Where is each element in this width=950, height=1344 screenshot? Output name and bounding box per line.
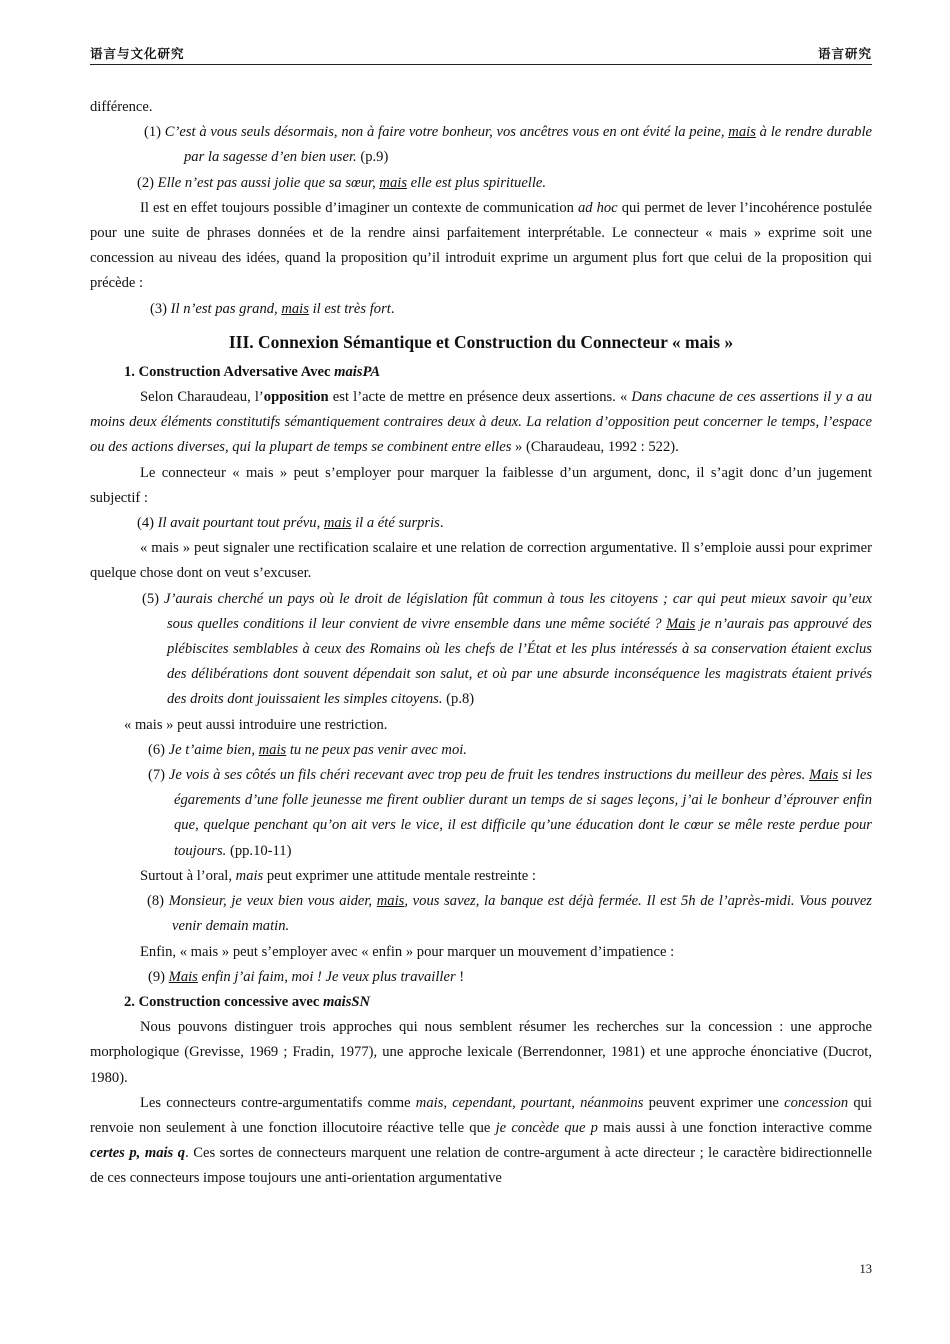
example-4: (4) Il avait pourtant tout prévu, mais il a été surpris. bbox=[137, 515, 444, 532]
mais-marker: Mais bbox=[666, 615, 696, 632]
mais-marker: Mais bbox=[809, 767, 839, 784]
example-8: (8) Monsieur, je veux bien vous aider, mais, vous savez, la banque est déjà fermée. Il est 5h de l’après-midi. Vous pouvez venir demain matin. bbox=[147, 893, 872, 935]
running-header-left: 语言与文化研究 bbox=[90, 46, 185, 61]
mais-marker: mais bbox=[379, 174, 407, 191]
paragraph-continued: différence. bbox=[90, 99, 153, 115]
mais-marker: mais bbox=[323, 515, 352, 532]
example-5: (5) J’aurais cherché un pays où le droit de législation fût commun à tous les citoyens ; car qui peut mieux savoir qu’eux sous quelles conditions il leur convient de vivre ensemble dans une même société ? Mais je n’aurais pas approuvé des plébiscites semblables à ceux des Romains où les chefs de l’État et les plus intéressés à sa conservation étaient exclus des délibérations dont souvent dépendait son salut, et où par une absurde inconséquence les magistrats étaient privés des droits dont jouissaient les simples citoyens. (p.8) bbox=[142, 590, 872, 708]
subsection-heading-1: 1. Construction Adversative Avec maisPA bbox=[124, 363, 381, 380]
example-3: (3) Il n’est pas grand, mais il est très fort. bbox=[150, 300, 395, 317]
article-body bbox=[90, 95, 872, 1192]
paragraph-connecteurs: Les connecteurs contre-argumentatifs comme mais, cependant, pourtant, néanmoins peuvent exprimer une concession qui renvoie non seulement à une fonction illocutoire réactive telle que je concède que p mais aussi à une fonction interactive comme certes p, mais q. Ces sortes de connecteurs marquent une relation de contre-argument à acte directeur ; le caractère bidirectionnelle de ces connecteurs impose toujours une anti-orientation argumentative bbox=[90, 1094, 872, 1187]
mais-marker: mais bbox=[376, 893, 405, 910]
example-1: (1) C’est à vous seuls désormais, non à faire votre bonheur, vos ancêtres vous en ont évité la peine, mais à le rendre durable par la sagesse d’en bien user. (p.9) bbox=[144, 124, 872, 166]
page-number: 13 bbox=[859, 1262, 872, 1276]
mais-marker: Mais bbox=[168, 968, 198, 985]
running-header-right: 语言研究 bbox=[817, 46, 872, 61]
subsection-heading-2: 2. Construction concessive avec maisSN bbox=[124, 993, 371, 1010]
section-heading-3: III. Connexion Sémantique et Construction du Connecteur « mais » bbox=[228, 331, 734, 352]
paragraph-rectification: « mais » peut signaler une rectification scalaire et une relation de correction argumentative. Il s’emploie aussi pour exprimer quelque chose dont on veut s’excuser. bbox=[90, 540, 872, 582]
example-9: (9) Mais enfin j’ai faim, moi ! Je veux plus travailler ! bbox=[148, 968, 465, 985]
paragraph-impatience: Enfin, « mais » peut s’employer avec « enfin » pour marquer un mouvement d’impatience : bbox=[140, 943, 675, 960]
mais-marker: mais bbox=[728, 124, 756, 141]
paragraph-charaudeau: Selon Charaudeau, l’opposition est l’acte de mettre en présence deux assertions. « Dans chacune de ces assertions il y a au moins deux éléments constitutifs sémantiquement contraires deux à deux. La relation d’opposition peut concerner le temps, l’espace ou des actions diverses, qui la plupart de temps se combinent entre elles » (Charaudeau, 1992 : 522). bbox=[90, 389, 872, 456]
paragraph-approches: Nous pouvons distinguer trois approches qui nous semblent résumer les recherches sur la concession : une approche morphologique (Grevisse, 1969 ; Fradin, 1977), une approche lexicale (Berrendonner, 1981) et une approche énonciative (Ducrot, 1980). bbox=[90, 1019, 872, 1086]
paragraph-adhoc: Il est en effet toujours possible d’imaginer un contexte de communication ad hoc qui permet de lever l’incohérence postulée pour une suite de phrases données et de la rendre ainsi parfaitement interprétable. Le connecteur « mais » exprime soit une concession au niveau des idées, quand la proposition qu’il introduit exprime un argument plus fort que celui de la proposition qui précède : bbox=[90, 199, 872, 292]
example-2: (2) Elle n’est pas aussi jolie que sa sœur, mais elle est plus spirituelle. bbox=[137, 174, 547, 191]
paragraph-oral: Surtout à l’oral, mais peut exprimer une attitude mentale restreinte : bbox=[140, 867, 536, 884]
mais-marker: mais bbox=[258, 741, 287, 758]
example-6: (6) Je t’aime bien, mais tu ne peux pas venir avec moi. bbox=[148, 741, 467, 758]
paragraph-faiblesse: Le connecteur « mais » peut s’employer pour marquer la faiblesse d’un argument, donc, il s’agit donc d’un jugement subjectif : bbox=[90, 464, 872, 506]
paragraph-restriction: « mais » peut aussi introduire une restriction. bbox=[124, 716, 388, 733]
example-7: (7) Je vois à ses côtés un fils chéri recevant avec trop peu de fruit les tendres instructions du meilleur des pères. Mais si les égarements d’une folle jeunesse me firent oublier durant un temps de si sages leçons, j’ai le bonheur d’éprouver enfin que, quelque penchant qu’on ait vers le vice, il est difficile qu’une éducation dont le cœur se mêle reste perdue pour toujours. (pp.10-11) bbox=[148, 767, 872, 859]
header-rule bbox=[90, 64, 872, 65]
mais-marker: mais bbox=[281, 300, 309, 317]
